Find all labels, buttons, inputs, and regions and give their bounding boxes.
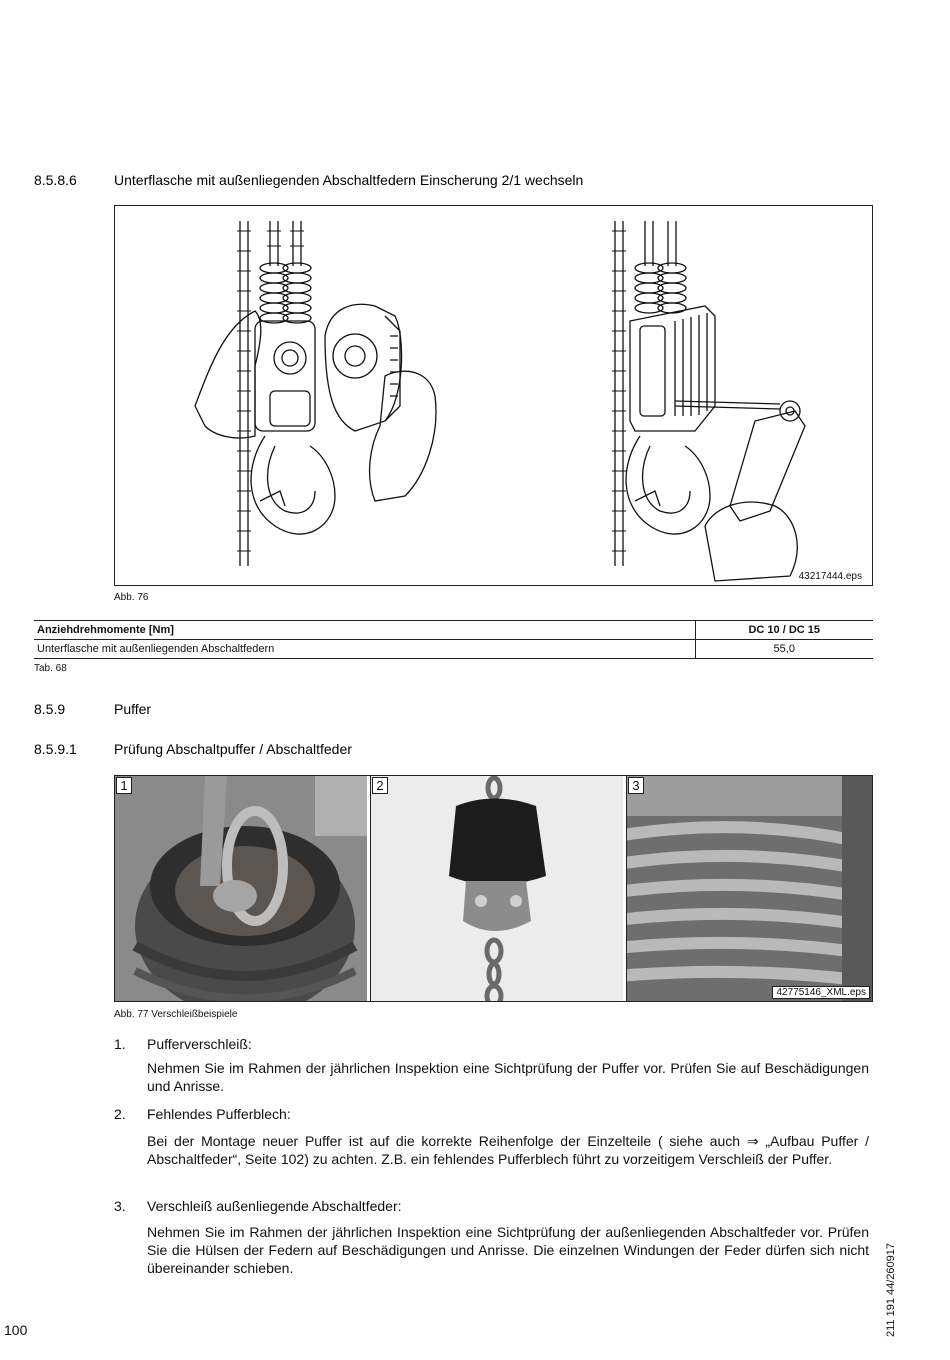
figure-76-caption: Abb. 76 [114,592,149,603]
list-item-title: Verschleiß außenliegende Abschaltfeder: [147,1198,402,1214]
figure-76-illustration [114,205,873,586]
section-heading-8-5-9-1 [34,741,874,759]
list-item-title: Fehlendes Pufferblech: [147,1106,291,1122]
list-item-title: Pufferverschleiß: [147,1036,252,1052]
page-number: 100 [4,1322,28,1338]
photo-spring-wear [626,776,873,1002]
list-item-number: 1. [114,1036,126,1052]
worn-buffer-image [115,776,367,1002]
photo-label-1: 1 [116,777,132,794]
list-item-body: Nehmen Sie im Rahmen der jährlichen Inspektion eine Sichtprüfung der Puffer vor. Prüfen Sie auf Beschädigungen und Anrisse. [147,1060,869,1094]
table-header-row [34,621,873,640]
section-title: Puffer [114,701,152,717]
section-title: Unterflasche mit außenliegenden Abschaltfedern Einscherung 2/1 wechseln [114,172,584,188]
figure-76-filename: 43217444.eps [798,571,862,582]
section-heading-8-5-9 [34,701,874,719]
section-number: 8.5.9 [34,701,66,717]
buffer-on-chain-image [371,776,623,1002]
table-header-cell: DC 10 / DC 15 [695,621,873,640]
list-item [114,1106,874,1186]
list-item-body: Nehmen Sie im Rahmen der jährlichen Inspektion eine Sichtprüfung der außenliegenden Abschaltfeder vor. Prüfen Sie die Hülsen der Federn auf Beschädigungen und Anrisse. Die einzelnen Windungen der Feder dürfen sich nicht übereinander schieben. [147,1224,869,1276]
section-number: 8.5.9.1 [34,741,77,757]
table-header-cell: Anziehdrehmomente [Nm] [34,621,695,640]
list-item-number: 3. [114,1198,126,1214]
torque-table [34,620,873,659]
table-caption: Tab. 68 [34,663,67,674]
document-number-text: 211 191 44/260917 [885,1243,897,1337]
list-item-body: Bei der Montage neuer Puffer ist auf die korrekte Reihenfolge der Einzelteile ( siehe auch ⇒ „Aufbau Puffer / Abschaltfeder“, Seite 102) zu achten. Z.B. ein fehlendes Pufferblech führt zu vorzeitigem Verschleiß der Puffer. [147,1133,869,1167]
table-row [34,640,873,659]
photo-worn-buffer [115,776,367,1002]
list-item-number: 2. [114,1106,126,1122]
photo-label-3: 3 [628,777,644,794]
figure-77-photos [114,775,873,1002]
photo-missing-buffer-plate [370,776,623,1002]
table-cell: 55,0 [695,640,873,659]
hoist-hook-block-drawing [115,206,873,586]
list-item [114,1198,874,1278]
list-item [114,1036,874,1096]
section-heading-8-5-8-6 [34,172,874,190]
figure-77-filename: 42775146_XML.eps [772,986,870,999]
section-number: 8.5.8.6 [34,172,77,188]
document-number [878,1240,904,1340]
figure-77-caption: Abb. 77 Verschleißbeispiele [114,1009,238,1020]
section-title: Prüfung Abschaltpuffer / Abschaltfeder [114,741,352,757]
photo-label-2: 2 [372,777,388,794]
spring-coils-image [627,776,873,1002]
table-cell: Unterflasche mit außenliegenden Abschaltfedern [34,640,695,659]
